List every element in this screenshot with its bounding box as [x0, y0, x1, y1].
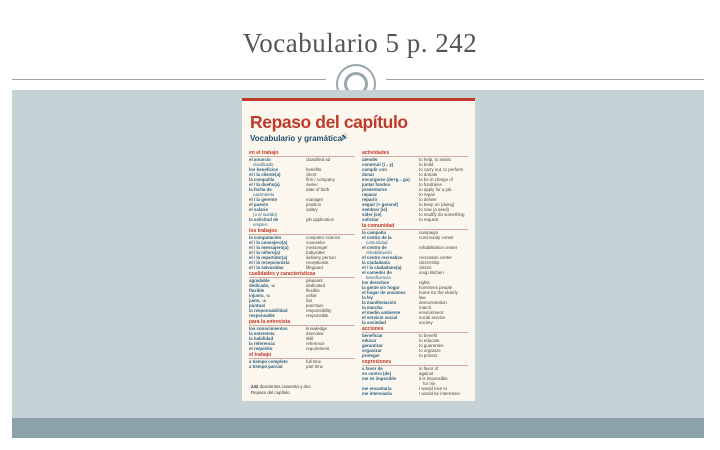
- spanish-term: rehabilitación: [366, 250, 392, 255]
- english-translation: to help, to assist: [419, 157, 451, 162]
- vocab-row: [249, 346, 355, 351]
- english-translation: environment: [419, 310, 444, 315]
- english-translation: pleasant: [306, 278, 323, 283]
- section-heading: la comunidad: [362, 223, 468, 230]
- english-translation: computer science: [306, 235, 341, 240]
- english-translation: rights: [419, 280, 430, 285]
- english-translation: responsibility: [306, 308, 332, 313]
- english-translation: I would be interested: [419, 391, 460, 396]
- english-translation: to apply for a job: [419, 187, 452, 192]
- spanish-term: el centro recreativo: [362, 255, 403, 260]
- english-translation: skill: [306, 336, 314, 341]
- spanish-term: beneficiar: [362, 333, 383, 338]
- vocab-column-right: [362, 149, 468, 396]
- slide-title: Vocabulario 5 p. 242: [242, 28, 478, 58]
- spanish-term: la compañía: [249, 177, 275, 182]
- spanish-term: la referencia: [249, 341, 275, 346]
- english-translation: salary: [306, 207, 318, 212]
- english-translation: to be in charge of: [419, 177, 453, 182]
- english-translation: in favor of: [419, 366, 439, 371]
- spanish-term: la ley: [362, 295, 373, 300]
- spanish-term: justo, -a: [249, 298, 266, 303]
- english-translation: part time: [306, 364, 324, 369]
- spanish-term: el / la repartidor(a): [249, 255, 288, 260]
- english-translation: owner: [306, 182, 318, 187]
- spanish-term: reparar: [362, 192, 378, 197]
- spanish-term: educar: [362, 338, 377, 343]
- page-footer-caption: Repaso del capítulo: [251, 389, 290, 395]
- vocab-row: [362, 353, 468, 358]
- english-translation: counselor: [306, 240, 326, 245]
- vocab-row: [362, 391, 468, 396]
- spanish-term: a tiempo completo: [249, 359, 288, 364]
- vocab-row: [249, 313, 355, 318]
- section-heading: el trabajo: [249, 352, 355, 359]
- english-translation: to fundraise: [419, 182, 442, 187]
- spanish-term: los derechos: [362, 280, 390, 285]
- spanish-term: presentarse: [362, 187, 387, 192]
- spanish-term: los conocimientos: [249, 326, 288, 331]
- english-translation: to modify do something: [419, 212, 465, 217]
- spanish-term: la responsabilidad: [249, 308, 288, 313]
- spanish-term: a favor de: [362, 366, 383, 371]
- english-translation: dedicated: [306, 283, 326, 288]
- spanish-term: la marcha: [362, 305, 383, 310]
- english-translation: to benefit: [419, 333, 438, 338]
- page-footer: [251, 384, 311, 395]
- english-translation: fair: [306, 298, 313, 303]
- english-translation: to protect: [419, 353, 438, 358]
- spanish-term: en contra (de): [362, 371, 392, 376]
- english-translation: interview: [306, 331, 324, 336]
- footer-bar: [12, 418, 704, 438]
- textbook-page-image: [242, 98, 475, 401]
- spanish-term: el / la recepcionista: [249, 260, 290, 265]
- page-heading: Repaso del capítulo: [250, 112, 408, 132]
- english-translation: responsible: [306, 313, 329, 318]
- english-translation: punctual: [306, 303, 323, 308]
- spanish-term: la solicitud de: [249, 217, 279, 222]
- vocab-row: [362, 217, 468, 222]
- spanish-term: la habilidad: [249, 336, 274, 341]
- english-translation: unfair: [306, 293, 317, 298]
- english-translation: rehabilitation center: [419, 245, 458, 250]
- spanish-term: repartir: [362, 197, 378, 202]
- english-translation: demonstration: [419, 300, 447, 305]
- english-translation: to request: [419, 217, 439, 222]
- english-translation: citizenship: [419, 260, 440, 265]
- spanish-term: construir (i→y): [362, 162, 394, 167]
- spanish-term: a tiempo parcial: [249, 364, 283, 369]
- spanish-term: solicitar: [362, 217, 379, 222]
- spanish-term: el centro de la: [362, 235, 392, 240]
- spanish-term: sider (se): [362, 212, 382, 217]
- spanish-term: el / la niñero(a): [249, 250, 280, 255]
- spanish-term: responsable: [249, 313, 275, 318]
- english-translation: society: [419, 320, 433, 325]
- page-top-rule: [242, 98, 475, 101]
- english-translation: receptionist: [306, 260, 329, 265]
- spanish-term: la campaña: [362, 230, 386, 235]
- english-translation: I would love to: [419, 386, 448, 391]
- spanish-term: (o el sueldo): [253, 212, 278, 217]
- spanish-term: el / la consejero(a): [249, 240, 288, 245]
- vocab-column-left: [249, 149, 355, 369]
- spanish-term: el / la mensajero(a): [249, 245, 289, 250]
- english-translation: firm / company: [306, 177, 335, 182]
- spanish-term: el salario: [249, 207, 269, 212]
- english-translation: date of birth: [306, 187, 330, 192]
- english-translation: to build: [419, 162, 434, 167]
- spanish-term: el / la cliente(a): [249, 172, 281, 177]
- section-heading: los trabajos: [249, 228, 355, 235]
- english-translation: to carry out, to perform: [419, 167, 464, 172]
- spanish-term: puntual: [249, 303, 265, 308]
- page-number-words: doscientos cuarenta y dos: [259, 384, 311, 389]
- section-heading: cualidades y características: [249, 271, 355, 278]
- english-translation: soup kitchen: [419, 270, 444, 275]
- english-translation: babysitter: [306, 250, 326, 255]
- spanish-term: la sociedad: [362, 320, 386, 325]
- title-divider-left: [12, 79, 326, 80]
- english-translation: position: [306, 202, 322, 207]
- spanish-term: sembrar (ie): [362, 207, 388, 212]
- page-subheading: Vocabulario y gramática: [250, 134, 342, 143]
- spanish-term: empleo: [253, 222, 268, 227]
- section-heading: en el trabajo: [249, 150, 355, 157]
- spanish-term: la manifestación: [362, 300, 397, 305]
- spanish-term: la computación: [249, 235, 282, 240]
- spanish-term: me interesaría: [362, 391, 392, 396]
- title-divider-right: [386, 79, 704, 80]
- spanish-term: el / la dueño(a): [249, 182, 280, 187]
- page-number: 242: [251, 384, 259, 389]
- spanish-term: beneficencia: [366, 275, 391, 280]
- english-translation: full time: [306, 359, 322, 364]
- spanish-term: atender: [362, 157, 378, 162]
- spanish-term: flexible: [249, 288, 265, 293]
- spanish-term: organizar: [362, 348, 382, 353]
- english-translation: social service: [419, 315, 446, 320]
- spanish-term: comunidad: [366, 240, 388, 245]
- english-translation: campaign: [419, 230, 439, 235]
- vocab-row: [249, 222, 355, 227]
- english-translation: [310, 222, 355, 227]
- english-translation: to organize: [419, 348, 441, 353]
- spanish-term: cumplir con: [362, 167, 387, 172]
- spanish-term: el / la gerente: [249, 197, 278, 202]
- english-translation: reference: [306, 341, 325, 346]
- spanish-term: el servicio social: [362, 315, 398, 320]
- audio-icon: 🔊: [340, 134, 349, 141]
- english-translation: to repair: [419, 192, 436, 197]
- section-heading: acciones: [362, 326, 468, 333]
- english-translation: home for the elderly: [419, 290, 458, 295]
- spanish-term: clasificado: [253, 162, 274, 167]
- spanish-term: encargarse (de+g→gu): [362, 177, 410, 182]
- spanish-term: donar: [362, 172, 375, 177]
- vocab-row: [362, 320, 468, 325]
- english-translation: for me: [423, 381, 436, 386]
- english-translation: delivery person: [306, 255, 336, 260]
- spanish-term: el / la ciudadano(a): [362, 265, 402, 270]
- english-translation: recreation center: [419, 255, 452, 260]
- english-translation: it is impossible: [419, 376, 448, 381]
- spanish-term: injusto, -a: [249, 293, 270, 298]
- spanish-term: proteger: [362, 353, 380, 358]
- english-translation: classified ad: [306, 157, 331, 162]
- vocab-row: [249, 265, 355, 270]
- english-translation: to keep on (doing): [419, 202, 455, 207]
- spanish-term: el medio ambiente: [362, 310, 401, 315]
- english-translation: to educate: [419, 338, 440, 343]
- spanish-term: me encantaría: [362, 386, 392, 391]
- spanish-term: los beneficios: [249, 167, 279, 172]
- english-translation: manager: [306, 197, 324, 202]
- section-heading: expresiones: [362, 359, 468, 366]
- english-translation: community center: [419, 235, 454, 240]
- english-translation: knowledge: [306, 326, 327, 331]
- english-translation: to deliver: [419, 197, 437, 202]
- spanish-term: la fecha de: [249, 187, 272, 192]
- vocab-row: [249, 364, 355, 369]
- spanish-term: juntar fondos: [362, 182, 391, 187]
- spanish-term: seguir (+ gerund): [362, 202, 398, 207]
- spanish-term: me es imposible: [362, 376, 397, 381]
- spanish-term: el / la salvavidas: [249, 265, 284, 270]
- section-heading: actividades: [362, 150, 468, 157]
- english-translation: march: [419, 305, 432, 310]
- english-translation: client: [306, 172, 317, 177]
- english-translation: homeless people: [419, 285, 453, 290]
- spanish-term: el centro de: [362, 245, 387, 250]
- spanish-term: agradable: [249, 278, 270, 283]
- english-translation: lifeguard: [306, 265, 323, 270]
- english-translation: messenger: [306, 245, 328, 250]
- spanish-term: la gente sin hogar: [362, 285, 400, 290]
- spanish-term: garantizar: [362, 343, 383, 348]
- english-translation: against: [419, 371, 434, 376]
- spanish-term: la entrevista: [249, 331, 275, 336]
- spanish-term: el hogar de ancianos: [362, 290, 406, 295]
- spanish-term: el anuncio: [249, 157, 271, 162]
- spanish-term: nacimiento: [253, 192, 275, 197]
- english-translation: to guarantee: [419, 343, 444, 348]
- english-translation: to sow (a seed): [419, 207, 450, 212]
- english-translation: benefits: [306, 167, 322, 172]
- english-translation: to donate: [419, 172, 438, 177]
- english-translation: flexible: [306, 288, 320, 293]
- english-translation: citizen: [419, 265, 432, 270]
- english-translation: job application: [306, 217, 335, 222]
- spanish-term: el requisito: [249, 346, 273, 351]
- english-translation: requirement: [306, 346, 330, 351]
- spanish-term: la ciudadanía: [362, 260, 390, 265]
- spanish-term: el comedor de: [362, 270, 392, 275]
- spanish-term: dedicado, -a: [249, 283, 275, 288]
- spanish-term: el puesto: [249, 202, 269, 207]
- section-heading: para la entrevista: [249, 319, 355, 326]
- english-translation: law: [419, 295, 426, 300]
